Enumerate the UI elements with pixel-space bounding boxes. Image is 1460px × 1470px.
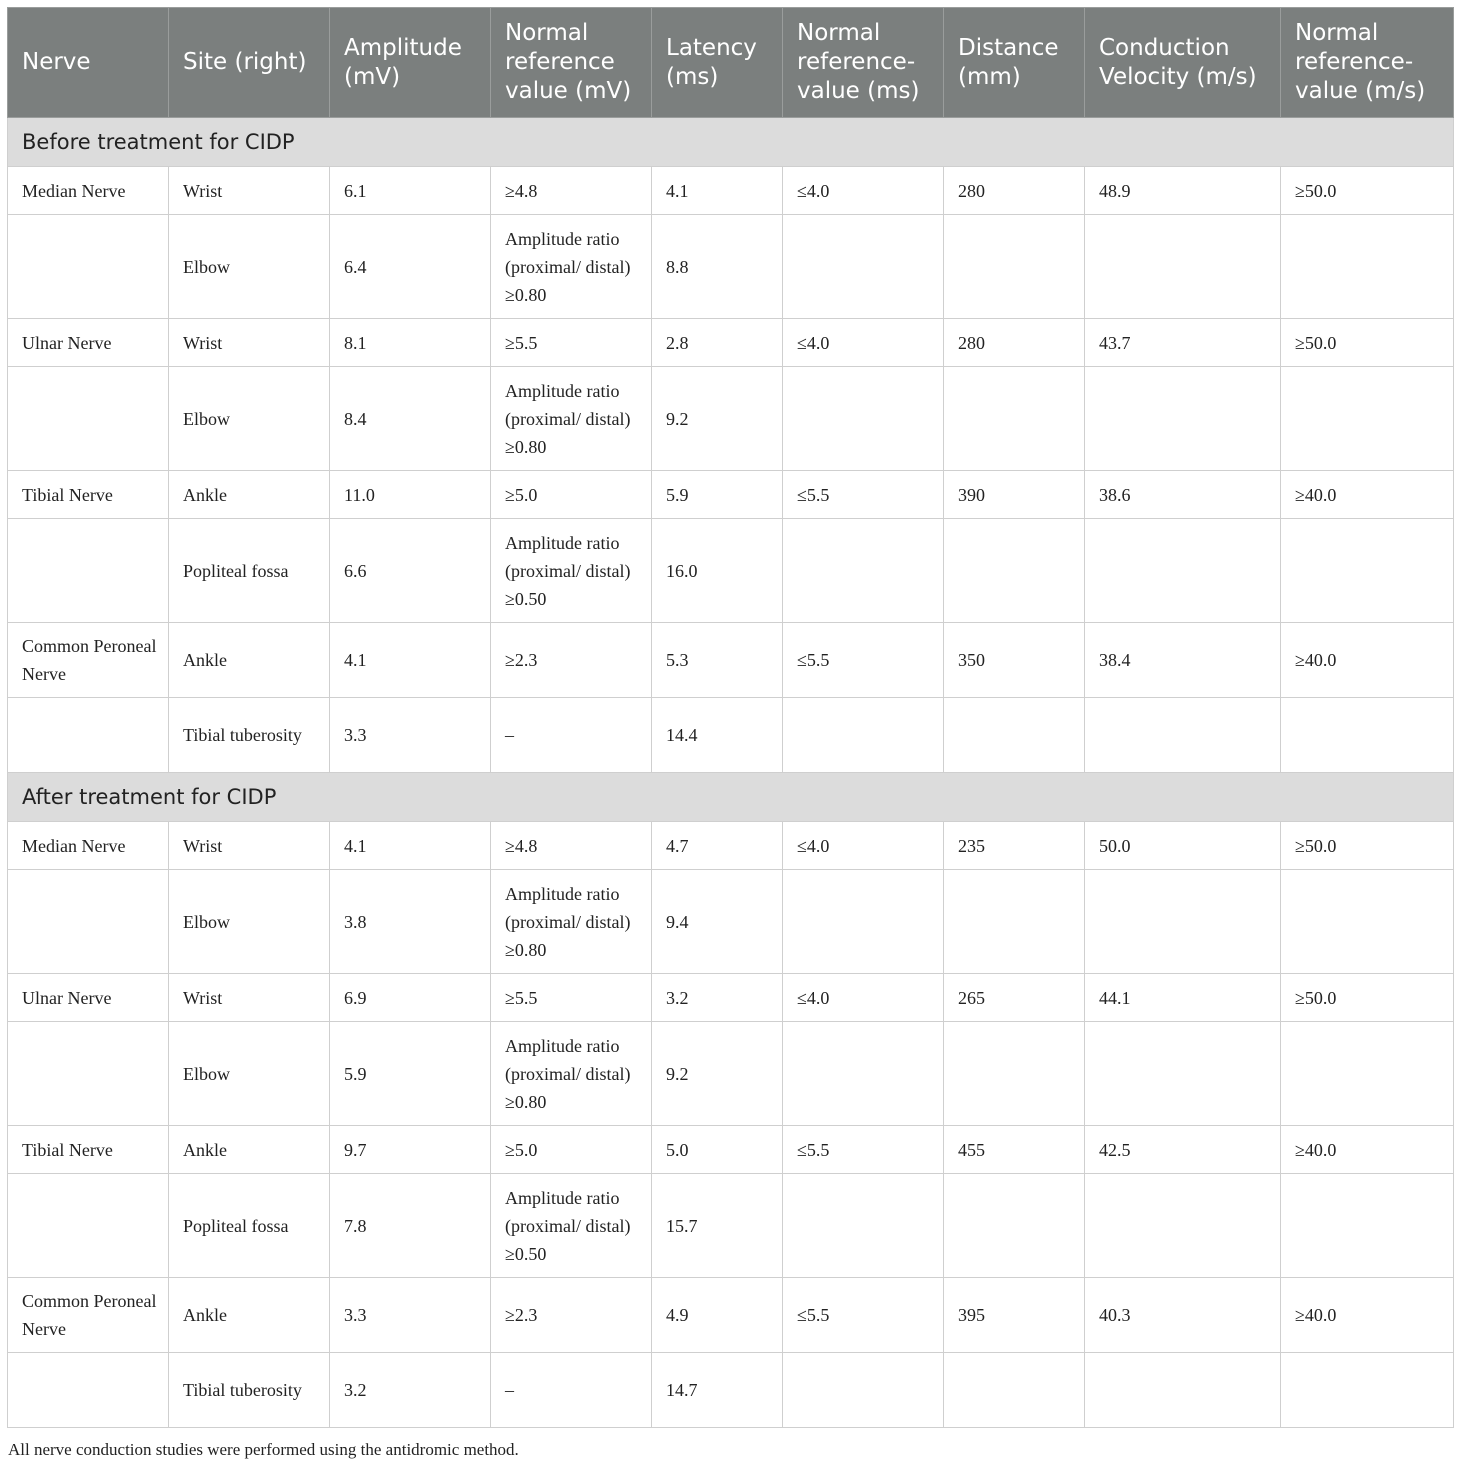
table-cell: Median Nerve xyxy=(8,822,169,870)
table-row xyxy=(8,367,1454,471)
table-cell xyxy=(944,698,1085,773)
column-header: Amplitude (mV) xyxy=(330,8,491,118)
table-cell xyxy=(783,215,944,319)
table-cell xyxy=(1085,1174,1281,1278)
table-cell: Elbow xyxy=(169,1022,330,1126)
table-cell: 390 xyxy=(944,471,1085,519)
table-row xyxy=(8,471,1454,519)
table-cell: Popliteal fossa xyxy=(169,519,330,623)
table-cell: 7.8 xyxy=(330,1174,491,1278)
table-cell: Ankle xyxy=(169,1278,330,1353)
table-row xyxy=(8,167,1454,215)
table-cell: Ankle xyxy=(169,471,330,519)
table-cell: Tibial tuberosity xyxy=(169,1353,330,1428)
table-cell: 4.7 xyxy=(652,822,783,870)
table-cell xyxy=(783,1353,944,1428)
table-cell: 15.7 xyxy=(652,1174,783,1278)
table-cell: 4.1 xyxy=(652,167,783,215)
table-cell: 11.0 xyxy=(330,471,491,519)
table-cell: 4.1 xyxy=(330,623,491,698)
table-cell: Amplitude ratio (proximal/ distal) ≥0.80 xyxy=(491,367,652,471)
table-cell: ≥40.0 xyxy=(1281,471,1454,519)
table-cell: 14.4 xyxy=(652,698,783,773)
table-cell: 4.1 xyxy=(330,822,491,870)
section-row xyxy=(8,773,1454,822)
table-cell xyxy=(8,367,169,471)
table-cell: 5.9 xyxy=(652,471,783,519)
table-cell: ≥40.0 xyxy=(1281,1126,1454,1174)
table-cell: 5.9 xyxy=(330,1022,491,1126)
table-cell xyxy=(1085,698,1281,773)
table-cell: 235 xyxy=(944,822,1085,870)
table-cell xyxy=(1281,519,1454,623)
table-cell: 3.2 xyxy=(652,974,783,1022)
table-cell xyxy=(783,519,944,623)
table-cell xyxy=(1085,1353,1281,1428)
table-cell: Common Peroneal Nerve xyxy=(8,1278,169,1353)
table-cell: 4.9 xyxy=(652,1278,783,1353)
table-cell: ≤5.5 xyxy=(783,1126,944,1174)
table-cell: Amplitude ratio (proximal/ distal) ≥0.50 xyxy=(491,519,652,623)
table-cell: 9.7 xyxy=(330,1126,491,1174)
table-cell xyxy=(8,870,169,974)
table-row xyxy=(8,974,1454,1022)
table-cell: 14.7 xyxy=(652,1353,783,1428)
table-cell xyxy=(1281,698,1454,773)
table-cell xyxy=(944,1353,1085,1428)
table-cell: 9.2 xyxy=(652,1022,783,1126)
column-header: Distance (mm) xyxy=(944,8,1085,118)
table-cell: Tibial tuberosity xyxy=(169,698,330,773)
table-row xyxy=(8,1278,1454,1353)
table-cell: 3.3 xyxy=(330,698,491,773)
table-cell: ≥50.0 xyxy=(1281,319,1454,367)
table-cell: – xyxy=(491,698,652,773)
table-cell: Median Nerve xyxy=(8,167,169,215)
table-cell xyxy=(8,1022,169,1126)
table-cell: Ulnar Nerve xyxy=(8,974,169,1022)
table-cell: 3.2 xyxy=(330,1353,491,1428)
table-cell xyxy=(783,698,944,773)
table-cell: 6.1 xyxy=(330,167,491,215)
table-row xyxy=(8,1174,1454,1278)
table-cell xyxy=(1085,870,1281,974)
table-cell xyxy=(8,1353,169,1428)
table-cell xyxy=(1281,367,1454,471)
table-cell: ≥50.0 xyxy=(1281,822,1454,870)
table-cell xyxy=(944,215,1085,319)
table-cell: ≥5.0 xyxy=(491,1126,652,1174)
table-row xyxy=(8,870,1454,974)
table-cell: Elbow xyxy=(169,215,330,319)
nerve-conduction-table-container xyxy=(7,7,1453,1428)
table-cell xyxy=(944,1174,1085,1278)
table-cell: ≥5.5 xyxy=(491,319,652,367)
table-cell xyxy=(8,215,169,319)
table-cell: ≥2.3 xyxy=(491,623,652,698)
table-cell: ≤4.0 xyxy=(783,319,944,367)
table-cell: 40.3 xyxy=(1085,1278,1281,1353)
table-row xyxy=(8,623,1454,698)
table-cell: 8.4 xyxy=(330,367,491,471)
table-cell: ≤4.0 xyxy=(783,974,944,1022)
table-cell: ≥5.5 xyxy=(491,974,652,1022)
table-cell xyxy=(1281,215,1454,319)
table-cell xyxy=(1085,215,1281,319)
column-header: Conduction Velocity (m/s) xyxy=(1085,8,1281,118)
table-cell: 3.3 xyxy=(330,1278,491,1353)
table-cell: ≥5.0 xyxy=(491,471,652,519)
table-footnote: All nerve conduction studies were performed using the antidromic method. xyxy=(8,1440,519,1459)
table-cell xyxy=(783,1022,944,1126)
table-cell: 6.6 xyxy=(330,519,491,623)
table-cell xyxy=(783,870,944,974)
table-cell xyxy=(1085,367,1281,471)
table-cell: Amplitude ratio (proximal/ distal) ≥0.80 xyxy=(491,1022,652,1126)
column-header: Normal reference value (mV) xyxy=(491,8,652,118)
column-header: Nerve xyxy=(8,8,169,118)
table-cell: Wrist xyxy=(169,319,330,367)
table-cell: Ankle xyxy=(169,623,330,698)
table-cell: ≥50.0 xyxy=(1281,974,1454,1022)
table-cell: 265 xyxy=(944,974,1085,1022)
table-cell: Common Peroneal Nerve xyxy=(8,623,169,698)
table-cell: ≥50.0 xyxy=(1281,167,1454,215)
table-cell: 2.8 xyxy=(652,319,783,367)
table-cell xyxy=(1281,1353,1454,1428)
table-cell: Ulnar Nerve xyxy=(8,319,169,367)
table-cell xyxy=(1085,519,1281,623)
table-cell: Elbow xyxy=(169,367,330,471)
table-cell: Popliteal fossa xyxy=(169,1174,330,1278)
table-row xyxy=(8,319,1454,367)
table-row xyxy=(8,1353,1454,1428)
table-cell: ≤5.5 xyxy=(783,623,944,698)
table-row xyxy=(8,1022,1454,1126)
table-cell: 42.5 xyxy=(1085,1126,1281,1174)
table-cell: Amplitude ratio (proximal/ distal) ≥0.80 xyxy=(491,870,652,974)
table-cell: ≤5.5 xyxy=(783,1278,944,1353)
table-cell xyxy=(1281,1174,1454,1278)
table-cell: 16.0 xyxy=(652,519,783,623)
table-cell: Wrist xyxy=(169,167,330,215)
table-cell: 9.2 xyxy=(652,367,783,471)
table-cell: 9.4 xyxy=(652,870,783,974)
table-cell: 6.9 xyxy=(330,974,491,1022)
table-cell xyxy=(8,519,169,623)
table-cell: ≥4.8 xyxy=(491,167,652,215)
table-cell xyxy=(8,1174,169,1278)
table-cell: 395 xyxy=(944,1278,1085,1353)
table-cell: 455 xyxy=(944,1126,1085,1174)
table-cell xyxy=(1281,1022,1454,1126)
table-cell: 3.8 xyxy=(330,870,491,974)
table-cell: 44.1 xyxy=(1085,974,1281,1022)
table-cell: Tibial Nerve xyxy=(8,1126,169,1174)
table-cell: 5.0 xyxy=(652,1126,783,1174)
table-cell xyxy=(944,1022,1085,1126)
section-row xyxy=(8,118,1454,167)
section-title: After treatment for CIDP xyxy=(8,773,1454,822)
table-cell xyxy=(944,367,1085,471)
table-cell: 38.4 xyxy=(1085,623,1281,698)
column-header: Normal reference-value (ms) xyxy=(783,8,944,118)
table-cell: – xyxy=(491,1353,652,1428)
nerve-conduction-table xyxy=(7,7,1454,1428)
table-cell: Wrist xyxy=(169,974,330,1022)
table-cell: 280 xyxy=(944,167,1085,215)
table-cell: 8.8 xyxy=(652,215,783,319)
table-cell: Elbow xyxy=(169,870,330,974)
table-cell: ≤4.0 xyxy=(783,822,944,870)
table-cell: 5.3 xyxy=(652,623,783,698)
table-cell xyxy=(944,870,1085,974)
table-cell: 280 xyxy=(944,319,1085,367)
table-cell: 350 xyxy=(944,623,1085,698)
table-cell: 8.1 xyxy=(330,319,491,367)
table-row xyxy=(8,519,1454,623)
table-cell xyxy=(783,367,944,471)
table-header-row xyxy=(8,8,1454,118)
table-cell: 38.6 xyxy=(1085,471,1281,519)
table-row xyxy=(8,822,1454,870)
table-cell: ≥40.0 xyxy=(1281,623,1454,698)
table-cell: Ankle xyxy=(169,1126,330,1174)
table-row xyxy=(8,698,1454,773)
section-title: Before treatment for CIDP xyxy=(8,118,1454,167)
table-cell: Tibial Nerve xyxy=(8,471,169,519)
column-header: Latency (ms) xyxy=(652,8,783,118)
table-cell xyxy=(1085,1022,1281,1126)
column-header: Normal reference-value (m/s) xyxy=(1281,8,1454,118)
table-cell xyxy=(944,519,1085,623)
table-row xyxy=(8,1126,1454,1174)
column-header: Site (right) xyxy=(169,8,330,118)
table-row xyxy=(8,215,1454,319)
table-cell: ≤5.5 xyxy=(783,471,944,519)
table-cell: ≥40.0 xyxy=(1281,1278,1454,1353)
table-cell: Amplitude ratio (proximal/ distal) ≥0.80 xyxy=(491,215,652,319)
table-cell: Amplitude ratio (proximal/ distal) ≥0.50 xyxy=(491,1174,652,1278)
table-cell: Wrist xyxy=(169,822,330,870)
table-cell: ≥2.3 xyxy=(491,1278,652,1353)
table-cell xyxy=(1281,870,1454,974)
table-cell: 6.4 xyxy=(330,215,491,319)
table-cell: 50.0 xyxy=(1085,822,1281,870)
table-cell: ≥4.8 xyxy=(491,822,652,870)
table-cell: 43.7 xyxy=(1085,319,1281,367)
table-cell xyxy=(783,1174,944,1278)
table-cell xyxy=(8,698,169,773)
table-cell: ≤4.0 xyxy=(783,167,944,215)
table-cell: 48.9 xyxy=(1085,167,1281,215)
